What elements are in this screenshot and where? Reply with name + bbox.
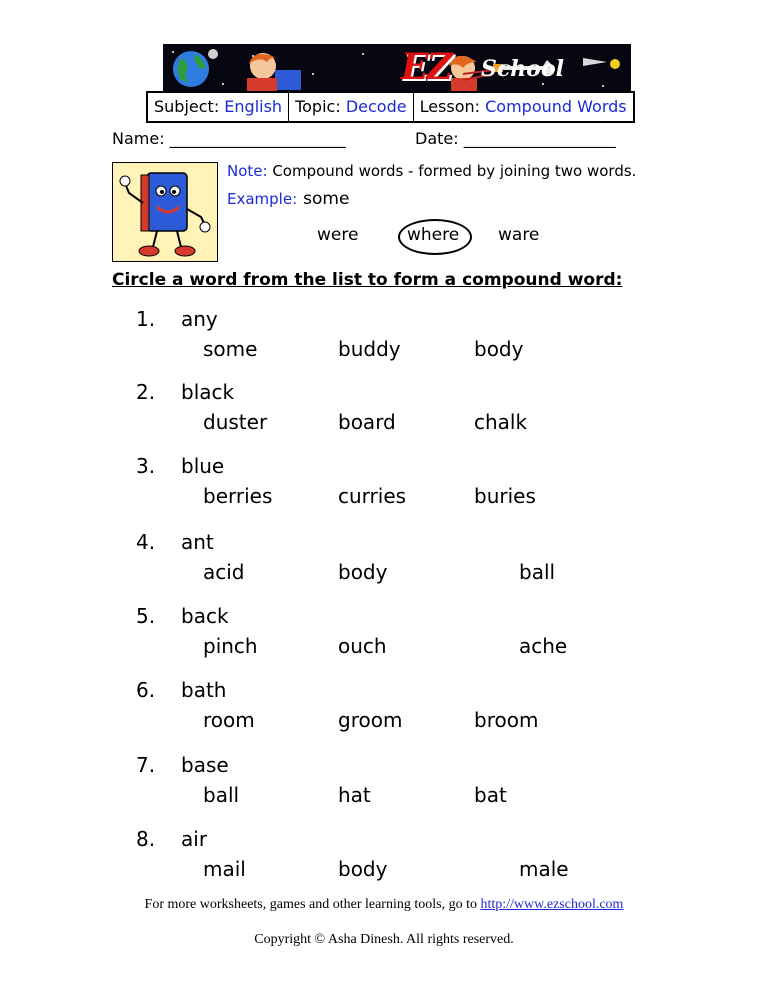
example-option-circled: where xyxy=(407,225,460,245)
example-option: ware xyxy=(498,225,540,245)
example-label: Example: xyxy=(227,190,298,208)
answer-option[interactable]: body xyxy=(338,560,388,584)
name-field[interactable]: Name: ______________________ xyxy=(112,129,346,148)
answer-option[interactable]: curries xyxy=(338,484,407,508)
question-number: 5. xyxy=(136,604,156,628)
answer-option[interactable]: ball xyxy=(203,783,240,807)
question-number: 7. xyxy=(136,753,156,777)
answer-option[interactable]: body xyxy=(338,857,388,881)
answer-option[interactable]: some xyxy=(203,337,258,361)
lesson-value: Compound Words xyxy=(485,97,627,116)
subject-label: Subject: xyxy=(154,97,220,116)
question-stem-word: base xyxy=(181,753,229,777)
note-label: Note: xyxy=(227,162,268,180)
question-stem-word: ant xyxy=(181,530,214,554)
ezschool-banner xyxy=(163,44,631,92)
topic-value: Decode xyxy=(345,97,407,116)
subject-value: English xyxy=(224,97,283,116)
lesson-cell xyxy=(414,93,633,121)
answer-option[interactable]: ache xyxy=(519,634,568,658)
book-mascot-image xyxy=(112,162,218,262)
question-stem-word: air xyxy=(181,827,208,851)
answer-option[interactable]: duster xyxy=(203,410,268,434)
question-number: 2. xyxy=(136,380,156,404)
answer-option[interactable]: room xyxy=(203,708,255,732)
copyright-text: Copyright © Asha Dinesh. All rights reserved. xyxy=(254,932,514,947)
answer-option[interactable]: berries xyxy=(203,484,273,508)
subject-cell xyxy=(148,93,289,121)
example-answer-circle xyxy=(398,219,472,255)
answer-option[interactable]: groom xyxy=(338,708,403,732)
question-stem-word: back xyxy=(181,604,229,628)
globe-icon xyxy=(173,51,209,87)
banner-school-logo: School xyxy=(481,56,564,82)
footer-more-line xyxy=(0,897,768,913)
topic-label: Topic: xyxy=(295,97,341,116)
question-number: 4. xyxy=(136,530,156,554)
answer-option[interactable]: body xyxy=(474,337,524,361)
note-text xyxy=(227,162,636,180)
answer-option[interactable]: ball xyxy=(519,560,556,584)
question-number: 3. xyxy=(136,454,156,478)
lesson-label: Lesson: xyxy=(419,97,481,116)
book-mascot-icon xyxy=(113,163,217,261)
note-body: Compound words - formed by joining two words. xyxy=(267,162,637,180)
answer-option[interactable]: acid xyxy=(203,560,245,584)
instruction-heading: Circle a word from the list to form a compound word: xyxy=(112,270,623,290)
answer-option[interactable]: ouch xyxy=(338,634,387,658)
lesson-info-table xyxy=(146,91,635,123)
question-number: 6. xyxy=(136,678,156,702)
answer-option[interactable]: buries xyxy=(474,484,536,508)
answer-option[interactable]: pinch xyxy=(203,634,258,658)
footer-more-text: For more worksheets, games and other learning tools, go to xyxy=(144,897,481,912)
example-option: were xyxy=(317,225,359,245)
ezschool-link[interactable]: http://www.ezschool.com xyxy=(480,897,624,912)
example-word: some xyxy=(303,189,350,209)
question-stem-word: bath xyxy=(181,678,227,702)
question-number: 8. xyxy=(136,827,156,851)
question-stem-word: blue xyxy=(181,454,225,478)
moon-icon xyxy=(208,49,218,59)
answer-option[interactable]: male xyxy=(519,857,569,881)
kid-reading-icon xyxy=(247,53,301,92)
answer-option[interactable]: broom xyxy=(474,708,539,732)
answer-option[interactable]: buddy xyxy=(338,337,401,361)
topic-cell xyxy=(289,93,413,121)
question-stem-word: black xyxy=(181,380,235,404)
answer-option[interactable]: bat xyxy=(474,783,507,807)
question-stem-word: any xyxy=(181,307,218,331)
answer-option[interactable]: hat xyxy=(338,783,371,807)
example-line xyxy=(227,189,349,209)
date-field[interactable]: Date: ___________________ xyxy=(415,129,616,148)
banner-ez-logo: EZ xyxy=(401,46,451,88)
question-number: 1. xyxy=(136,307,156,331)
answer-option[interactable]: mail xyxy=(203,857,246,881)
answer-option[interactable]: chalk xyxy=(474,410,528,434)
answer-option[interactable]: board xyxy=(338,410,396,434)
